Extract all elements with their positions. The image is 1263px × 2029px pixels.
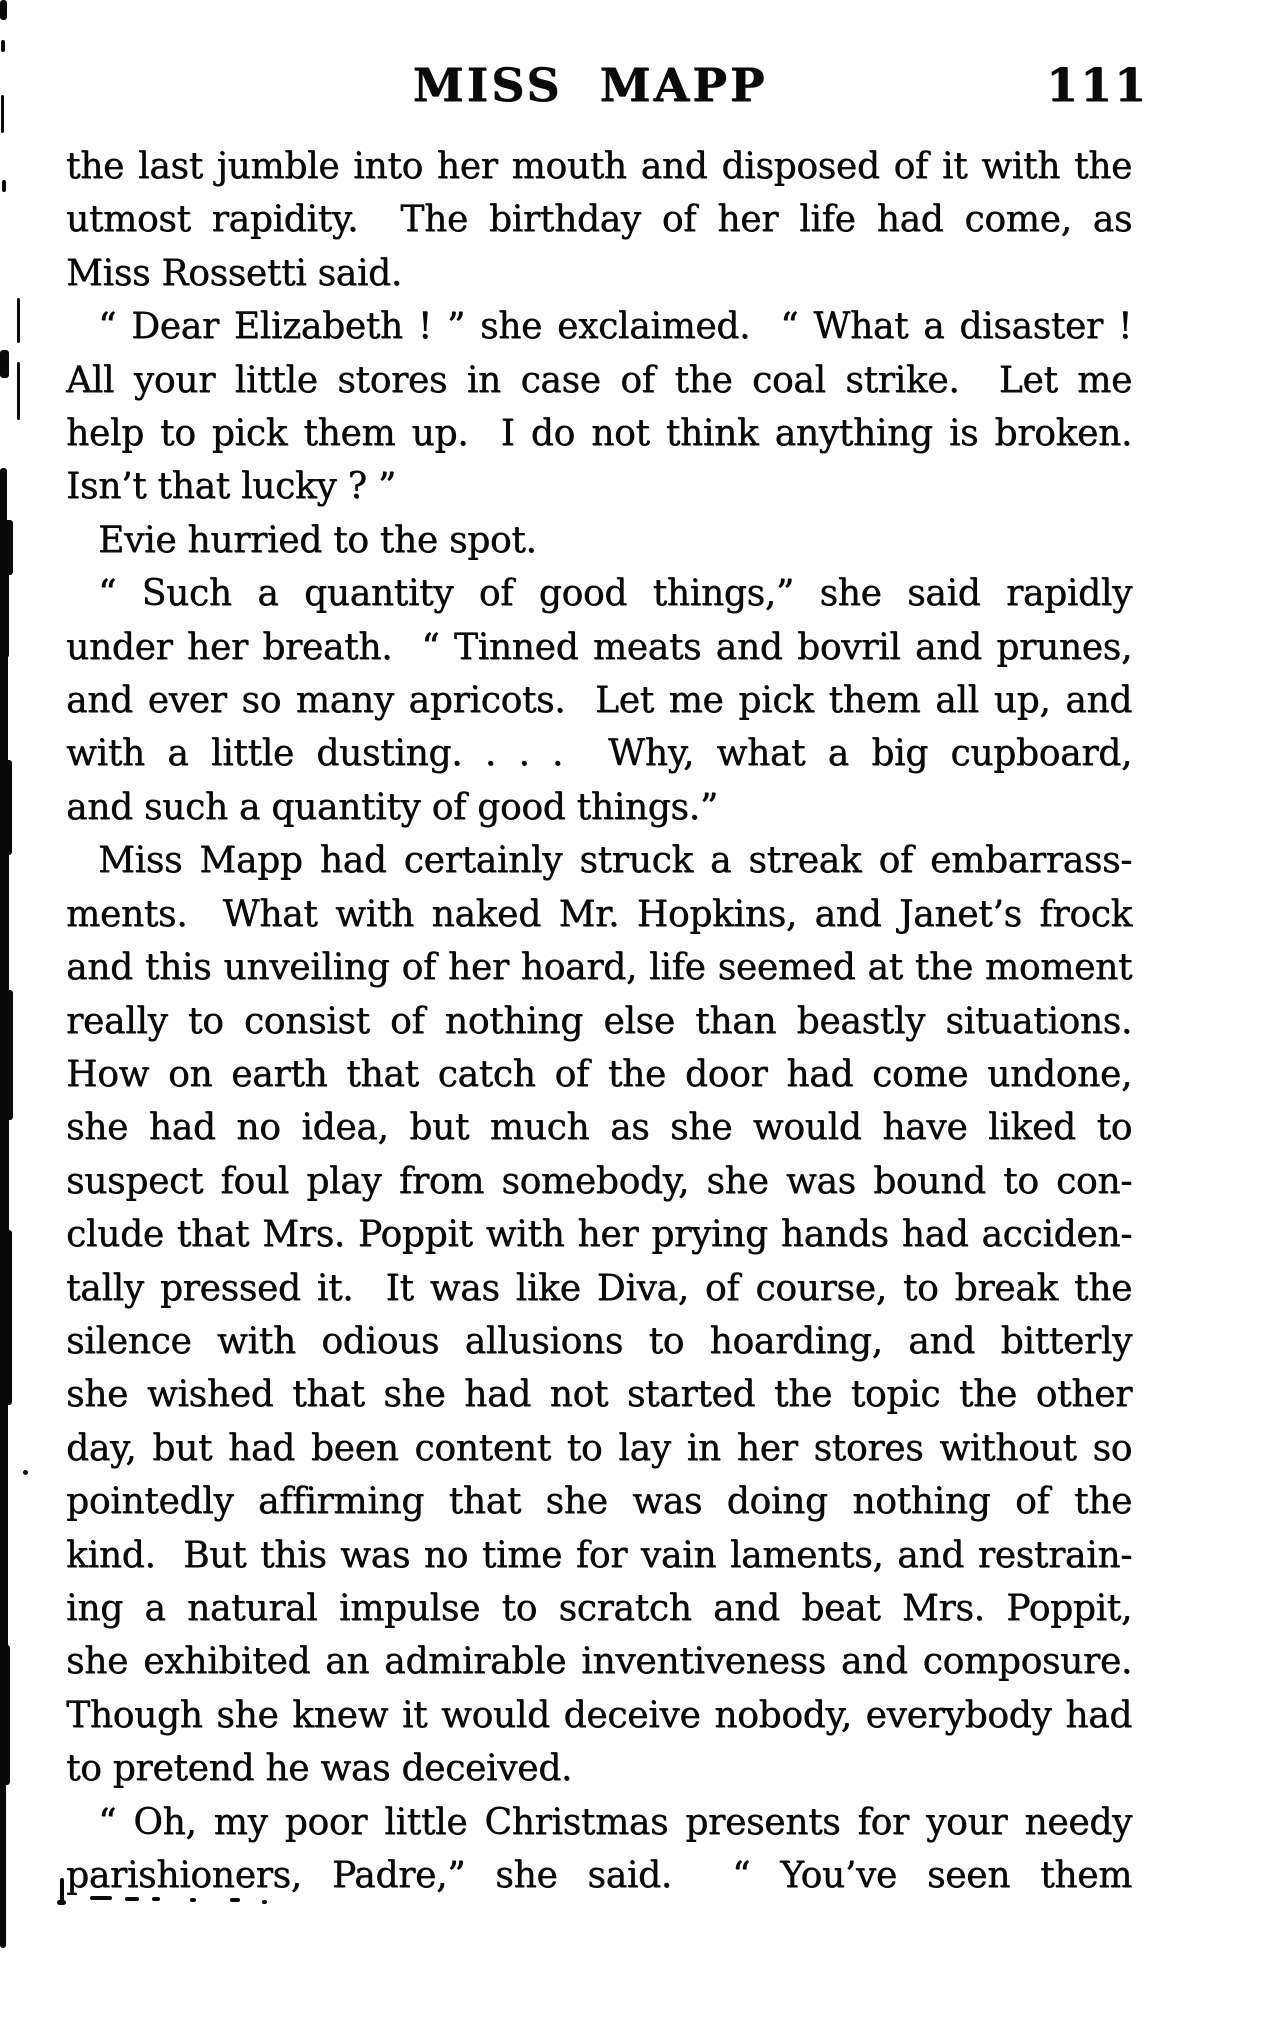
text-line: pointedly affirming that she was doing nothing of the xyxy=(66,1481,1132,1523)
ink-mark xyxy=(0,520,13,575)
ink-mark xyxy=(0,1115,9,1235)
text-line: ments. What with naked Mr. Hopkins, and Janet’s frock xyxy=(66,893,1132,935)
text-line: the last jumble into her mouth and disposed of it with the xyxy=(66,146,1132,187)
text-line: Miss Rossetti said. xyxy=(66,252,402,294)
text-line: suspect foul play from somebody, she was bound to con- xyxy=(66,1160,1132,1202)
ink-mark xyxy=(0,568,9,658)
ink-mark xyxy=(17,362,20,420)
text-line: parishioners, Padre,” she said. “ You’ve seen them xyxy=(66,1855,1132,1896)
text-line: with a little dusting. . . . Why, what a big cupboard, xyxy=(66,733,1132,775)
text-line: “ Oh, my poor little Christmas presents for your needy xyxy=(98,1801,1132,1843)
ink-mark xyxy=(0,850,9,1000)
text-line: she exhibited an admirable inventiveness and composure. xyxy=(66,1641,1132,1683)
text-line: and this unveiling of her hoard, life seemed at the moment xyxy=(66,947,1132,989)
page-number: 111 xyxy=(1046,58,1149,112)
text-line: to pretend he was deceived. xyxy=(66,1748,573,1790)
ink-mark xyxy=(23,1470,28,1475)
text-line: and ever so many apricots. Let me pick them all up, and xyxy=(66,680,1132,722)
ink-mark xyxy=(0,1645,10,1785)
ink-mark xyxy=(0,760,12,855)
text-line: Miss Mapp had certainly struck a streak of embarrass- xyxy=(98,840,1132,882)
ink-mark xyxy=(0,1230,12,1405)
text-line: she had no idea, but much as she would have liked to xyxy=(66,1107,1132,1149)
text-line: silence with odious allusions to hoarding, and bitterly xyxy=(66,1320,1132,1362)
text-line: clude that Mrs. Poppit with her prying hands had acciden- xyxy=(66,1214,1132,1256)
ink-mark xyxy=(57,1900,66,1905)
ink-mark xyxy=(0,1780,6,1948)
text-line: “ Such a quantity of good things,” she said rapidly xyxy=(98,573,1132,615)
text-line: really to consist of nothing else than beastly situations. xyxy=(66,1000,1132,1042)
ink-mark xyxy=(0,1400,8,1650)
text-line: “ Dear Elizabeth ! ” she exclaimed. “ What a disaster ! xyxy=(98,306,1132,348)
text-line: tally pressed it. It was like Diva, of course, to break the xyxy=(66,1267,1132,1309)
body-text xyxy=(66,140,1132,1902)
ink-mark xyxy=(17,298,20,343)
ink-mark xyxy=(0,468,7,538)
text-line: Evie hurried to the spot. xyxy=(98,519,537,561)
text-line: she wished that she had not started the topic the other xyxy=(66,1374,1132,1416)
ink-mark xyxy=(2,180,6,192)
text-line: day, but had been content to lay in her stores without so xyxy=(66,1427,1132,1469)
ink-mark xyxy=(0,990,13,1120)
text-line: kind. But this was no time for vain laments, and restrain- xyxy=(66,1534,1132,1576)
text-line: and such a quantity of good things.” xyxy=(66,786,718,828)
ink-mark xyxy=(0,350,9,378)
text-line: ing a natural impulse to scratch and beat Mrs. Poppit, xyxy=(66,1587,1132,1629)
text-line: help to pick them up. I do not think anything is broken. xyxy=(66,413,1132,455)
text-line: Though she knew it would deceive nobody, everybody had xyxy=(66,1694,1132,1736)
text-line: under her breath. “ Tinned meats and bovril and prunes, xyxy=(66,626,1132,668)
ink-mark xyxy=(0,650,8,770)
text-line: Isn’t that lucky ? ” xyxy=(66,466,396,508)
ink-mark xyxy=(1,40,5,52)
ink-mark xyxy=(0,0,7,20)
running-title: MISS MAPP xyxy=(412,58,768,112)
text-line: All your little stores in case of the coal strike. Let me xyxy=(66,359,1132,401)
ink-mark xyxy=(60,1878,64,1904)
text-line: How on earth that catch of the door had come undone, xyxy=(66,1053,1132,1095)
text-line: utmost rapidity. The birthday of her life had come, as xyxy=(66,199,1132,241)
ink-mark xyxy=(1,95,4,133)
